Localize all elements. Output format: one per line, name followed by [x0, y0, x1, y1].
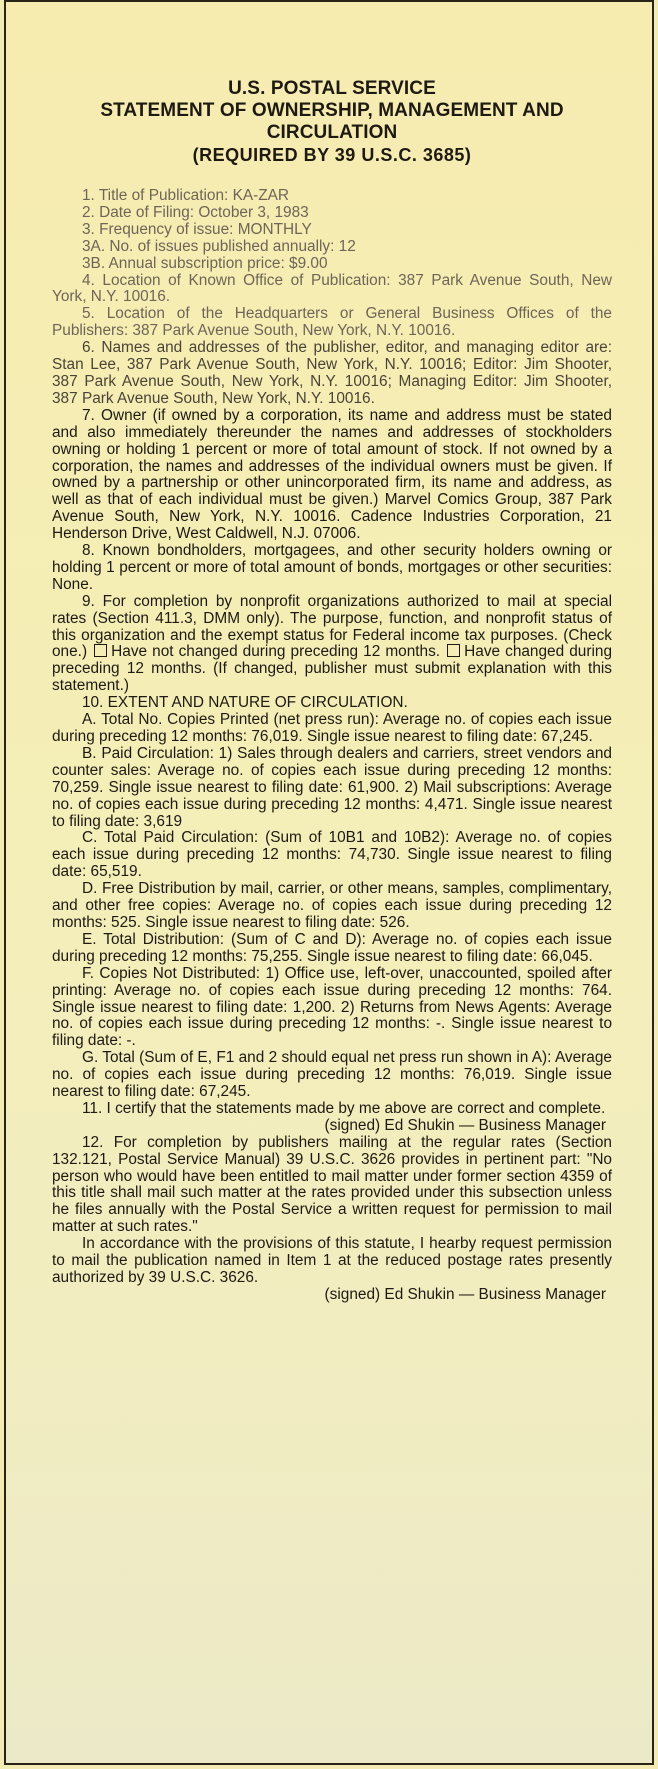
item-3-frequency: 3. Frequency of issue: MONTHLY: [82, 220, 312, 238]
signature-2: (signed) Ed Shukin — Business Manager: [324, 1285, 606, 1303]
item-12-regular-rates: 12. For completion by publishers mailing at the regular rates (Section 132.121, Postal Service Manual) 39 U.S.C. 3626 provides in pertinent part: "No person who would have been entitled to mail matter under former section 4359 of this title shall mail such matter at the rates provided under this subsection unless he files annually with the Postal Service a written request for permission to mail matter at such rates.": [52, 1133, 612, 1236]
item-7-owner: 7. Owner (if owned by a corporation, its name and address must be stated and also immediately thereunder the names and addresses of stockholders owning or holding 1 percent or more of total amount of stock. If not owned by a corporation, the names and addresses of the individual owners must be given. If owned by a partnership or other unincorporated firm, its name and address, as well as that of each individual must be given.) Marvel Comics Group, 387 Park Avenue South, New York, N.Y. 10016. Cadence Industries Corporation, 21 Henderson Drive, West Caldwell, N.J. 07006.: [52, 406, 612, 543]
item-3b-price: 3B. Annual subscription price: $9.00: [82, 254, 328, 272]
signature-1: (signed) Ed Shukin — Business Manager: [324, 1116, 606, 1134]
header-line-4: (REQUIRED BY 39 U.S.C. 3685): [192, 145, 472, 165]
header-line-3: CIRCULATION: [266, 122, 398, 143]
item-9-option-2: Have changed during preceding 12 months. (If changed, publisher must submit explanation with this statement.): [52, 643, 613, 695]
item-12-request: In accordance with the provisions of this statute, I hearby request permission to mail the publication named in Item 1 at the reduced postage rates presently authorized by 39 U.S.C. 3626.: [52, 1235, 612, 1286]
item-8-bondholders: 8. Known bondholders, mortgagees, and other security holders owning or holding 1 percent or more of total amount of bonds, mortgages or other securities: None.: [52, 542, 612, 593]
item-3a-issues: 3A. No. of issues published annually: 12: [82, 237, 356, 255]
item-9-option-1: Have not changed during preceding 12 months.: [111, 643, 441, 661]
item-10b-paid: B. Paid Circulation: 1) Sales through dealers and carriers, street vendors and counter sales: Average no. of copies each issue during preceding 12 months: 70,259. Single issue nearest to filing date: 61,900. 2) Mail subscriptions: Average no. of copies each issue during preceding 12 months: 4,471. Single issue nearest to filing date: 3,619: [52, 744, 612, 830]
item-10d-free: D. Free Distribution by mail, carrier, or other means, samples, complimentary, and other free copies: Average no. of copies each issue during preceding 12 months: 525. Single issue nearest to filing date: 526.: [52, 880, 612, 931]
item-9-text: 9. For completion by nonprofit organizations authorized to mail at special rates (Section 411.3, DMM only). The purpose, function, and nonprofit status of this organization and the exempt status for Federal income tax purposes. (Check one.): [52, 592, 612, 661]
item-10c-total-paid: C. Total Paid Circulation: (Sum of 10B1 and 10B2): Average no. of copies each issue during preceding 12 months: 74,730. Single issue nearest to filing date: 65,519.: [52, 829, 612, 881]
item-10f-not-distributed: F. Copies Not Distributed: 1) Office use, left-over, unaccounted, spoiled after printing: Average no. of copies each issue during preceding 12 months: 764. Single issue nearest to filing date: 1,200. 2) Returns from News Agents: Average no. of copies each issue during preceding 12 months: -. Single issue nearest to filing date: -.: [52, 964, 612, 1050]
item-10g-total: G. Total (Sum of E, F1 and 2 should equal net press run shown in A): Average no. of copies each issue during preceding 12 months: 76,019. Single issue nearest to filing date: 67,245.: [52, 1049, 612, 1101]
item-2-date: 2. Date of Filing: October 3, 1983: [82, 203, 309, 221]
header-line-1: U.S. POSTAL SERVICE: [228, 78, 436, 99]
item-9-nonprofit: [52, 594, 612, 695]
clipping: [4, 0, 654, 1765]
checkbox-not-changed: [94, 644, 107, 657]
item-5-headquarters: 5. Location of the Headquarters or General Business Offices of the Publishers: 387 Park Avenue South, New York, N.Y. 10016.: [52, 305, 612, 340]
item-6-names: 6. Names and addresses of the publisher, editor, and managing editor are: Stan Lee, 387 Park Avenue South, New York, N.Y. 10016; Editor: Jim Shooter, 387 Park Avenue South, New York, N.Y. 10016; Managing Editor: Jim Shooter, 387 Park Avenue South, New York, N.Y. 10016.: [52, 339, 612, 407]
statement-header: [52, 78, 612, 166]
statement-body: [52, 188, 612, 1304]
item-10e-total-distribution: E. Total Distribution: (Sum of C and D): Average no. of copies each issue during preceding 12 months: 75,255. Single issue nearest to filing date: 66,045.: [52, 930, 612, 965]
item-4-office: 4. Location of Known Office of Publication: 387 Park Avenue South, New York, N.Y. 10016.: [52, 271, 612, 306]
checkbox-changed: [447, 644, 460, 657]
item-11-certify: 11. I certify that the statements made by me above are correct and complete.: [82, 1099, 606, 1117]
item-1-title: 1. Title of Publication: KA-ZAR: [82, 187, 290, 204]
item-10a-printed: A. Total No. Copies Printed (net press run): Average no. of copies each issue during preceding 12 months: 76,019. Single issue nearest to filing date: 67,245.: [52, 711, 612, 745]
header-line-2: STATEMENT OF OWNERSHIP, MANAGEMENT AND: [100, 100, 564, 121]
item-10-heading: 10. EXTENT AND NATURE OF CIRCULATION.: [82, 694, 408, 712]
